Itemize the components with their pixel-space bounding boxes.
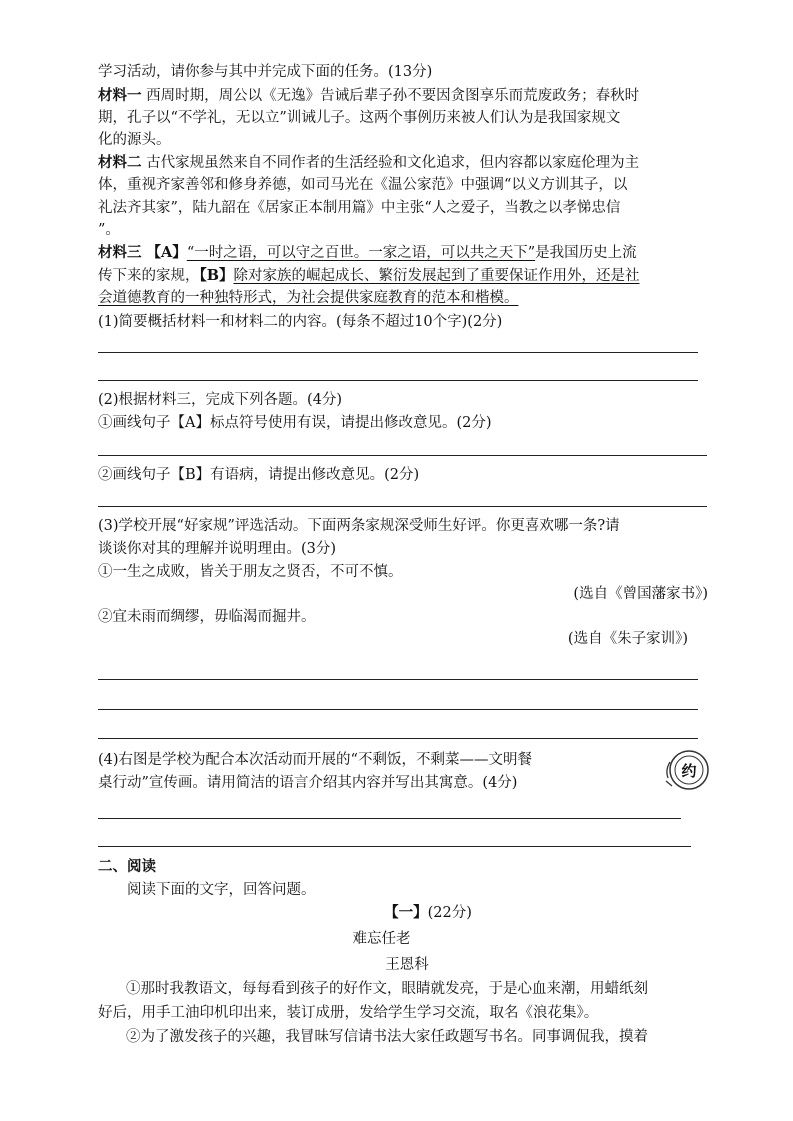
material-1-line-2: 期，孔子以“不学礼，无以立”训诫儿子。这两个事例历来被人们认为是我国家规文 [98,110,621,126]
paragraph-1-line-1: ①那时我教语文，每每看到孩子的好作文，眼睛就发亮，于是心血来潮，用蜡纸刻 [126,981,648,997]
material-3-label: 材料三 [98,244,142,261]
campaign-poster-badge [662,748,712,792]
poster-circle-icon [662,748,712,792]
intro-line: 学习活动，请你参与其中并完成下面的任务。(13分) [98,64,433,80]
badge-char: 约 [681,762,697,780]
story-title: 难忘任老 [352,931,411,947]
question-2b: ②画线句子【B】有语病，请提出修改意见。(2分) [98,467,420,483]
answer-line[interactable] [98,679,698,680]
material-1-line-3: 化的源头。 [98,132,171,148]
material-2-line-3: 礼法齐其家”，陆九韶在《居家正本制用篇》中主张“人之爱子，当教之以孝悌忠信 [98,200,621,216]
material-2-label: 材料二 [98,154,142,171]
question-3-line-2: 谈谈你对其的理解并说明理由。(3分) [98,541,337,557]
underlined-sentence-a: “一时之语，可以守之百世。一家之语，可以共之天下” [186,245,536,261]
underlined-sentence-b-2: 会道德教育的一种独特形式，为社会提供家庭教育的范本和楷模。 [98,290,519,306]
question-3-line-1: (3)学校开展“好家规”评选活动。下面两条家规深受师生好评。你更喜欢哪一条?请 [98,518,620,534]
material-3-line-2: 传下来的家规，【B】除对家族的崛起成长、繁衍发展起到了重要保证作用外，还是社 [98,267,640,284]
part-1-heading: 【一】(22分) [384,904,472,921]
question-1: (1)简要概括材料一和材料二的内容。(每条不超过10个字)(2分) [98,314,503,330]
reading-intro: 阅读下面的文字，回答问题。 [127,882,316,898]
underlined-sentence-b-1: 除对家族的崛起成长、繁衍发展起到了重要保证作用外，还是社 [233,268,640,284]
answer-line[interactable] [98,709,698,710]
material-2-line-2: 体，重视齐家善邻和修身养德，如司马光在《温公家范》中强调“以义方训其子，以 [98,177,628,193]
mark-b: 【B】 [199,267,234,284]
section-2-heading: 二、阅读 [98,858,156,875]
material-2-line-4: ”。 [98,222,120,238]
material-3-line-1: 材料三 【A】“一时之语，可以守之百世。一家之语，可以共之天下”是我国历史上流 [98,244,637,261]
answer-line[interactable] [98,738,698,739]
story-author: 王恩科 [385,957,429,973]
question-2: (2)根据材料三，完成下列各题。(4分) [98,392,343,408]
answer-line[interactable] [98,352,698,353]
question-2a: ①画线句子【A】标点符号使用有误，请提出修改意见。(2分) [98,415,492,431]
paragraph-1-line-2: 好后，用手工油印机印出来，装订成册，发给学生学习交流，取名《浪花集》。 [98,1005,599,1021]
material-3-line-3 [98,287,708,309]
family-rule-2: ②宜未雨而绸缪，毋临渴而掘井。 [98,609,316,625]
family-rule-1: ①一生之成败，皆关于朋友之贤否，不可不慎。 [98,564,403,580]
answer-line[interactable] [98,380,698,381]
answer-line[interactable] [98,818,681,819]
family-rule-2-source: (选自《朱子家训》) [567,631,688,647]
answer-line[interactable] [98,506,707,507]
question-4-line-1: (4)右图是学校为配合本次活动而开展的“不剩饭，不剩菜——文明餐 [98,752,532,768]
material-1-line-1: 材料一 西周时期，周公以《无逸》告诫后辈子孙不要因贪图享乐而荒废政务；春秋时 [98,87,640,104]
material-1-label: 材料一 [98,87,142,104]
answer-line[interactable] [98,455,707,456]
answer-line[interactable] [98,846,691,847]
question-4-line-2: 桌行动”宣传画。请用简洁的语言介绍其内容并写出其寓意。(4分) [98,775,518,791]
paragraph-2-line-1: ②为了激发孩子的兴趣，我冒昧写信请书法大家任政题写书名。同事调侃我，摸着 [126,1029,648,1045]
material-2-line-1: 材料二 古代家规虽然来自不同作者的生活经验和文化追求，但内容都以家庭伦理为主 [98,154,640,171]
mark-a: 【A】 [141,244,187,261]
family-rule-1-source: (选自《曾国藩家书》) [573,586,708,602]
